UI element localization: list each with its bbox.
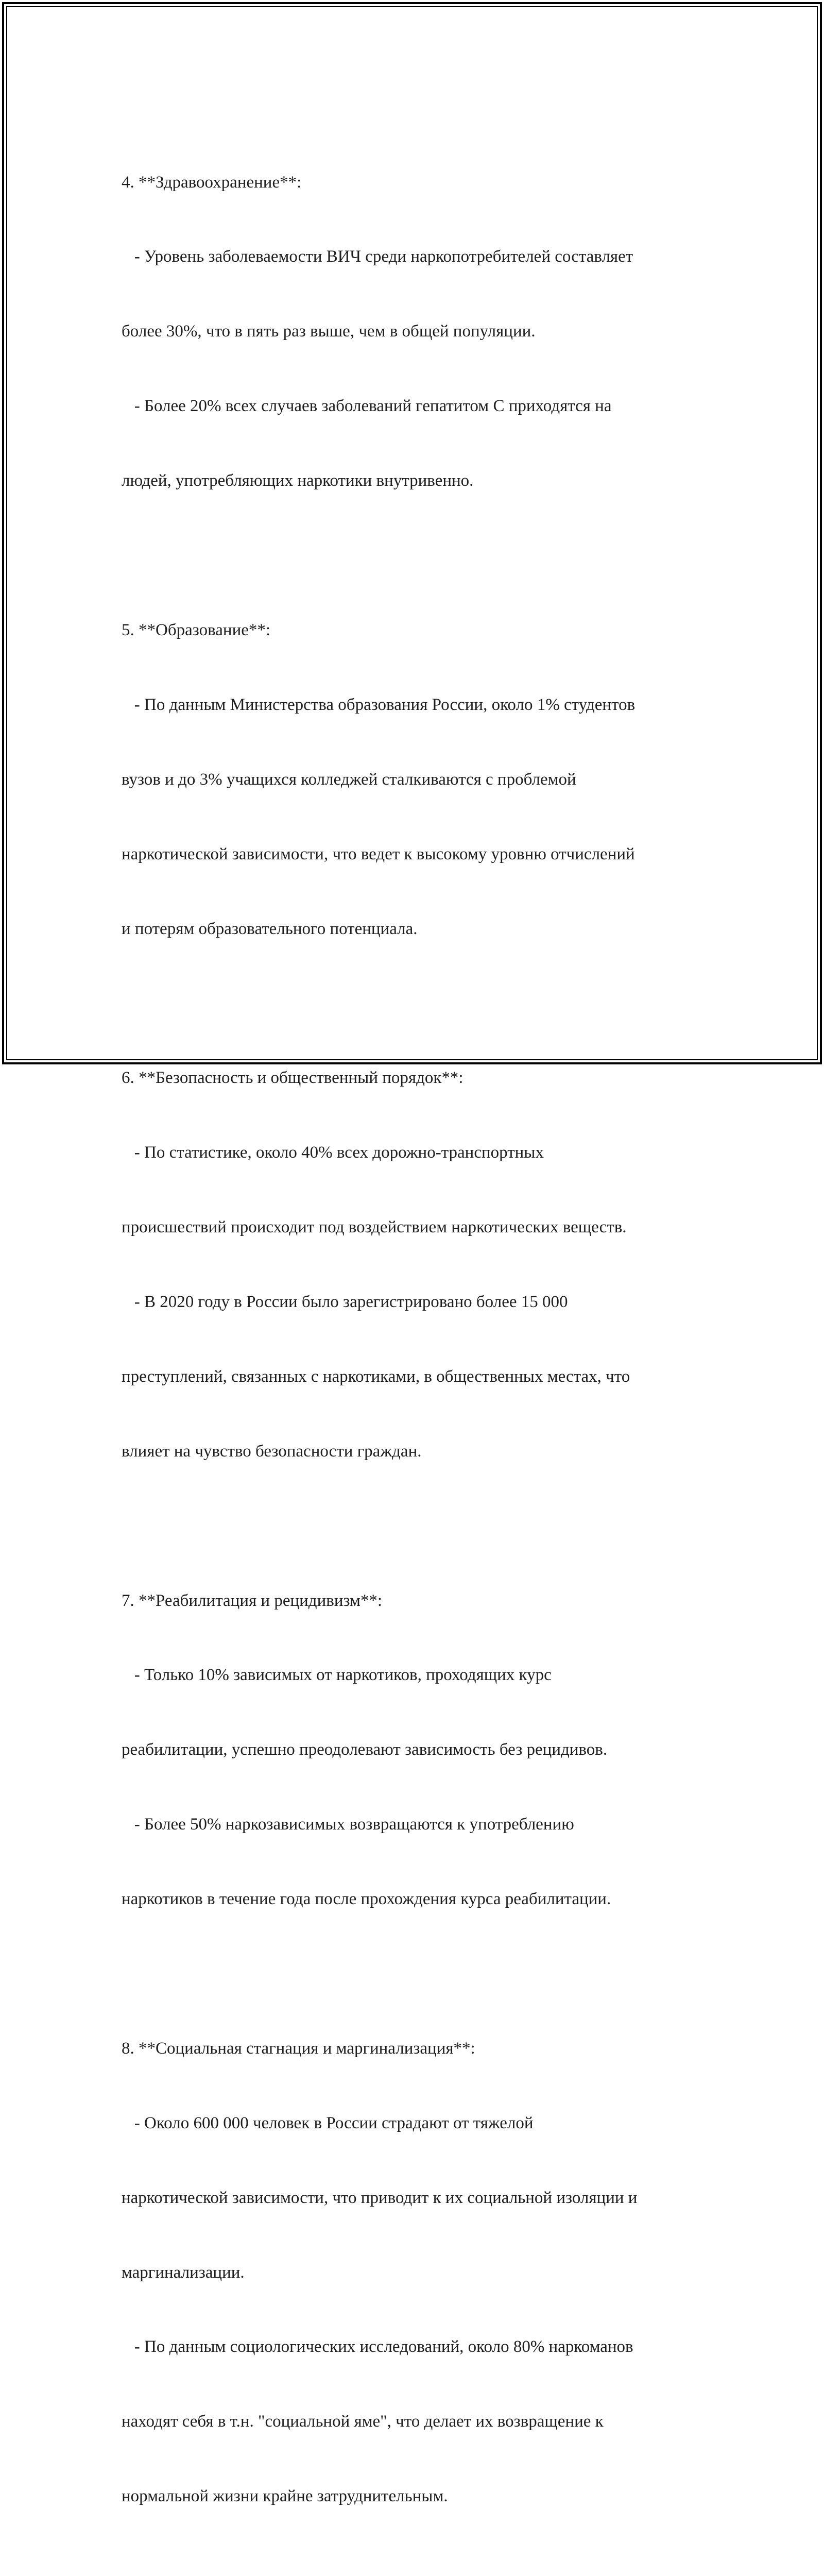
blank-line bbox=[122, 1961, 714, 1986]
text-line: - В 2020 году в России было зарегистрировано более 15 000 bbox=[122, 1292, 568, 1311]
text-line: происшествий происходит под воздействием наркотических веществ. bbox=[122, 1218, 627, 1237]
section-heading-healthcare: 4. **Здравоохранение**: bbox=[122, 173, 302, 192]
text-line: наркотиков в течение года после прохождения курса реабилитации. bbox=[122, 1890, 611, 1909]
text-line: - Только 10% зависимых от наркотиков, проходящих курс bbox=[122, 1666, 552, 1685]
text-line: наркотической зависимости, что приводит к их социальной изоляции и bbox=[122, 2188, 638, 2207]
blank-line bbox=[122, 1514, 714, 1538]
text-line: преступлений, связанных с наркотиками, в общественных местах, что bbox=[122, 1367, 630, 1386]
text-line: влияет на чувство безопасности граждан. bbox=[122, 1442, 422, 1461]
text-line: находят себя в т.н. "социальной яме", что делает их возвращение к bbox=[122, 2412, 604, 2431]
text-line: людей, употребляющих наркотики внутривенно. bbox=[122, 471, 474, 490]
text-line: - Около 600 000 человек в России страдают от тяжелой bbox=[122, 2113, 534, 2132]
document-body bbox=[122, 120, 714, 2576]
text-line: - По данным социологических исследований, около 80% наркоманов bbox=[122, 2337, 633, 2357]
text-line: маргинализации. bbox=[122, 2263, 245, 2282]
text-line: нормальной жизни крайне затруднительным. bbox=[122, 2487, 448, 2506]
text-line: и потерям образовательного потенциала. bbox=[122, 919, 418, 938]
text-line: - Более 50% наркозависимых возвращаются к употреблению bbox=[122, 1815, 574, 1834]
text-line: наркотической зависимости, что ведет к высокому уровню отчислений bbox=[122, 844, 635, 863]
section-heading-education: 5. **Образование**: bbox=[122, 620, 271, 639]
text-line: - Уровень заболеваемости ВИЧ среди наркопотребителей составляет bbox=[122, 247, 633, 266]
text-line: - Более 20% всех случаев заболеваний гепатитом С приходятся на bbox=[122, 397, 612, 416]
blank-line bbox=[122, 2558, 714, 2576]
section-heading-social-stagnation: 8. **Социальная стагнация и маргинализация**: bbox=[122, 2039, 475, 2058]
text-line: вузов и до 3% учащихся колледжей сталкиваются с проблемой bbox=[122, 770, 576, 789]
text-line: более 30%, что в пять раз выше, чем в общей популяции. bbox=[122, 322, 536, 341]
blank-line bbox=[122, 991, 714, 1015]
section-heading-security: 6. **Безопасность и общественный порядок**: bbox=[122, 1069, 464, 1088]
section-heading-rehabilitation: 7. **Реабилитация и рецидивизм**: bbox=[122, 1591, 383, 1610]
blank-line bbox=[122, 543, 714, 568]
text-line: - По данным Министерства образования России, около 1% студентов bbox=[122, 695, 636, 714]
text-line: реабилитации, успешно преодолевают зависимость без рецидивов. bbox=[122, 1740, 608, 1759]
text-line: - По статистике, около 40% всех дорожно-транспортных bbox=[122, 1143, 544, 1162]
